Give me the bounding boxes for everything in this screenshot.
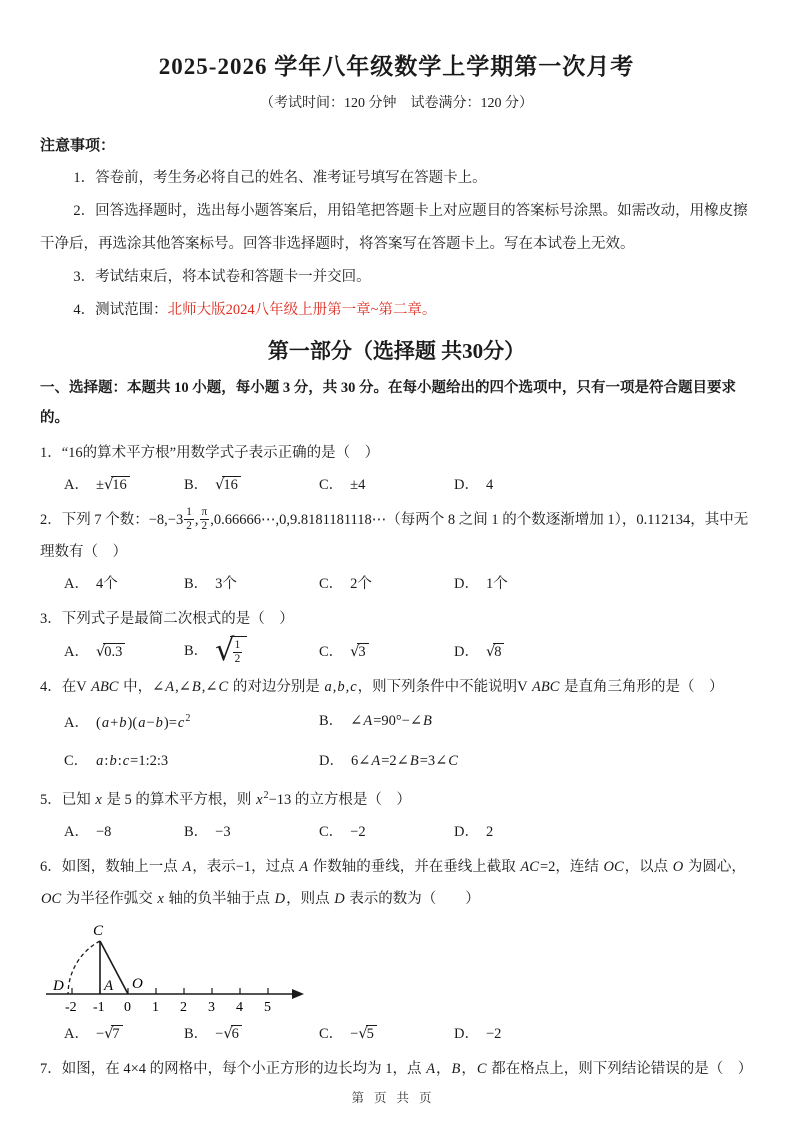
option-label: D． [454, 477, 479, 493]
notice-item-4-scope: 北师大版2024八年级上册第一章~第二章。 [167, 302, 437, 318]
notice-item-4 [40, 294, 753, 327]
option-label: A． [64, 715, 89, 731]
tick-label: 4 [236, 999, 243, 1015]
option-label: D． [454, 576, 479, 592]
question-2-option-b [184, 569, 319, 599]
question-1 [40, 437, 753, 500]
axis-ticks [72, 988, 268, 994]
question-4 [40, 671, 753, 776]
question-4-stem: 4．在V ABC 中，∠A,∠B,∠C 的对边分别是 a,b,c，则下列条件中不能说明V ABC 是直角三角形的是（ ） [40, 679, 724, 696]
option-label: A． [64, 1025, 89, 1042]
option-content: √8 [486, 644, 505, 660]
option-content: √16 [215, 477, 241, 493]
notice-section [40, 130, 753, 327]
option-content: a:b:c=1:2:3 [96, 753, 169, 769]
option-label: C． [64, 753, 89, 769]
option-label: B． [184, 1025, 209, 1042]
option-content: 6∠A=2∠B=3∠C [350, 753, 458, 769]
option-content: $(a+b)(a-b)=c^2$ [95, 713, 191, 731]
mcq-instructions: 一、选择题：本题共 10 小题，每小题 3 分，共 30 分。在每小题给出的四个选项中，只有一项是符合题目要求的。 [40, 380, 736, 426]
question-5-option-d [454, 817, 753, 847]
option-label: C． [319, 1025, 344, 1042]
question-1-option-a [64, 470, 184, 500]
option-content: ∠A=90°−∠B [350, 713, 432, 730]
option-content: 1个 [485, 576, 508, 592]
question-4-options [40, 704, 753, 776]
question-6-option-b [184, 1019, 319, 1049]
option-content: −2 [485, 1025, 502, 1042]
option-content: √0.3 [96, 644, 125, 660]
option-content: −√5 [350, 1026, 377, 1042]
option-label: D． [454, 823, 479, 840]
question-6-options [40, 1019, 753, 1049]
option-label: C． [319, 823, 344, 840]
option-label: B． [184, 823, 209, 840]
axis-arrowhead-icon [292, 989, 304, 999]
question-6-option-a [64, 1019, 184, 1049]
question-3 [40, 603, 753, 667]
question-3-option-c [319, 637, 454, 667]
number-line-svg [42, 921, 342, 1017]
notice-item-3: 3．考试结束后，将本试卷和答题卡一并交回。 [73, 269, 371, 285]
question-2-option-d [454, 569, 753, 599]
question-1-option-b [184, 470, 319, 500]
question-5 [40, 780, 753, 847]
tick-label: 3 [208, 999, 215, 1015]
question-7 [40, 1053, 753, 1085]
option-content: ±4 [350, 477, 366, 493]
option-label: A． [64, 576, 89, 592]
option-label: B． [184, 477, 209, 493]
question-5-options [40, 817, 753, 847]
question-3-options [40, 633, 753, 669]
number-line-figure [42, 921, 753, 1017]
point-label-c: C [93, 922, 104, 939]
option-label: B． [184, 576, 209, 592]
option-label: A． [64, 477, 89, 493]
question-2-options [40, 569, 753, 599]
tick-label: 0 [124, 999, 131, 1015]
arc-c-to-d [68, 941, 100, 994]
question-1-options [40, 470, 753, 500]
option-content: −√6 [215, 1026, 242, 1042]
question-6-option-c [319, 1019, 454, 1049]
question-2-stem: 2．下列 7 个数：−8,−3 $\frac{1}{2}$ , $\frac{\pi}{2}$ ,0.66666⋯,0,9.8181181118⋯（每两个 8 之间 1 的个数逐渐增加 1），0.112134，其中无理数有（ ） [40, 506, 749, 560]
question-5-option-a [64, 817, 184, 847]
tick-label: 5 [264, 999, 271, 1015]
option-content: 2个 [350, 576, 372, 592]
question-6-option-d [454, 1019, 753, 1049]
question-4-option-b [319, 706, 753, 736]
point-label-d: D [53, 977, 64, 994]
question-3-stem: 3．下列式子是最简二次根式的是（ ） [40, 611, 294, 627]
question-5-option-c [319, 817, 454, 847]
notice-item-1: 1．答卷前，考生务必将自己的姓名、准考证号填写在答题卡上。 [73, 170, 487, 186]
notice-heading: 注意事项： [40, 138, 116, 154]
option-label: A． [64, 643, 89, 660]
question-6 [40, 851, 753, 1049]
question-5-option-b [184, 817, 319, 847]
notice-item-4-prefix: 4．测试范围： [73, 302, 168, 318]
option-label: A． [64, 823, 89, 840]
exam-title: 2025-2026 学年八年级数学上学期第一次月考 [158, 54, 635, 79]
option-content: −8 [95, 823, 112, 840]
tick-label: -1 [93, 999, 105, 1015]
option-label: B． [184, 643, 209, 659]
question-3-option-d [454, 637, 753, 667]
question-4-option-c [64, 746, 319, 776]
option-label: D． [454, 1025, 479, 1042]
option-content: −√7 [96, 1026, 123, 1042]
question-3-option-a [64, 637, 184, 667]
question-6-stem: 6．如图，数轴上一点 A，表示−1，过点 A 作数轴的垂线，并在垂线上截取 AC=2，连结 OC，以点 O 为圆心，OC 为半径作弧交 x 轴的负半轴于点 D，则点 D 表示的数为（ ） [40, 858, 746, 907]
option-content: ±√16 [96, 477, 130, 493]
question-1-option-c [319, 470, 454, 500]
exam-subtitle: （考试时间：120 分钟 试卷满分：120 分） [260, 96, 533, 111]
question-4-option-a [64, 704, 319, 738]
option-label: C． [319, 477, 344, 493]
option-content: 4 [485, 477, 494, 493]
option-label: D． [319, 753, 344, 769]
page-footer: 第页共页 [351, 1091, 442, 1105]
option-label: C． [319, 576, 344, 592]
question-5-stem: 5．已知 x 是 5 的算术平方根，则 $x^2-13$ 的立方根是（ ） [40, 790, 411, 808]
option-content: 3个 [215, 576, 237, 592]
question-2-option-c [319, 569, 454, 599]
tick-label: -2 [65, 999, 77, 1015]
tick-label: 1 [152, 999, 159, 1015]
option-label: D． [454, 643, 479, 660]
notice-item-2: 2．回答选择题时，选出每小题答案后，用铅笔把答题卡上对应题目的答案标号涂黑。如需改动，用橡皮擦干净后，再选涂其他答案标号。回答非选择题时，将答案写在答题卡上。写在本试卷上无效。 [40, 203, 748, 252]
question-2 [40, 504, 753, 599]
option-content: −3 [215, 823, 231, 840]
option-content: −2 [350, 823, 366, 840]
question-1-stem: 1．“16的算术平方根”用数学式子表示正确的是（ ） [40, 445, 380, 461]
option-content: √3 [350, 644, 369, 660]
option-label: C． [319, 643, 344, 660]
option-content: √ $\frac{1}{2}$ [215, 643, 247, 659]
point-label-o: O [132, 975, 143, 992]
point-label-a: A [104, 977, 114, 994]
part1-heading: 第一部分（选择题 共30分） [267, 339, 526, 363]
option-content: 2 [485, 823, 494, 840]
question-1-option-d [454, 470, 753, 500]
option-content: 4个 [95, 576, 118, 592]
option-label: B． [319, 713, 344, 730]
question-3-option-b [184, 633, 319, 669]
question-2-option-a [64, 569, 184, 599]
question-7-stem: 7．如图，在 4×4 的网格中，每个小正方形的边长均为 1，点 A，B，C 都在格点上，则下列结论错误的是（ ） [40, 1060, 753, 1077]
tick-label: 2 [180, 999, 187, 1015]
question-4-option-d [319, 746, 753, 776]
